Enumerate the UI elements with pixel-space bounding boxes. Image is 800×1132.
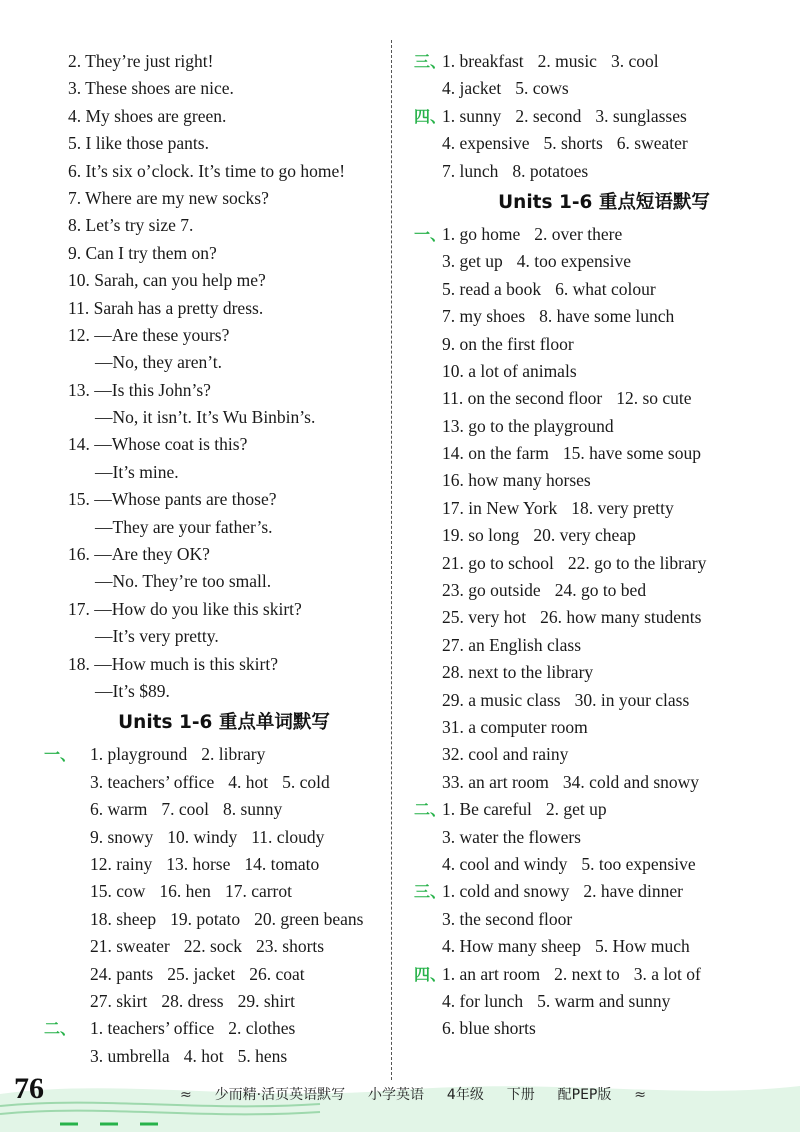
answer-item: 11. on the second floor: [442, 388, 603, 409]
section-number-mark: 四、: [414, 106, 447, 126]
answer-item: 28. dress: [161, 990, 224, 1011]
sentence-answer: 6. It’s six o’clock. It’s time to go home!: [68, 160, 346, 181]
answer-item: 3. water the flowers: [442, 826, 581, 847]
answer-item: 23. go outside: [442, 580, 541, 601]
answer-row: [414, 961, 794, 988]
answer-item: 1. an art room: [442, 963, 541, 984]
answer-item: 13. go to the playground: [442, 415, 614, 436]
answer-item: 3. umbrella: [90, 1045, 170, 1066]
answer-item: 5. shorts: [543, 133, 603, 154]
answer-item: 1. breakfast: [442, 51, 524, 71]
answer-row: [414, 130, 794, 157]
answer-row: [414, 248, 794, 275]
answer-row: [414, 796, 794, 823]
sentence-answer: 14. —Whose coat is this?: [68, 434, 248, 455]
answer-row: [414, 741, 794, 768]
answer-item: 5. How much: [595, 936, 690, 957]
section-number-mark: 一、: [44, 745, 77, 765]
answer-item: 29. shirt: [237, 990, 295, 1011]
answer-row: [414, 413, 794, 440]
answer-item: 2. over there: [534, 223, 623, 244]
answer-row: [68, 796, 388, 823]
footer-deco-right: ≈: [634, 1087, 647, 1103]
answer-item: 4. jacket: [442, 78, 502, 99]
answer-row: [414, 495, 794, 522]
answer-item: 4. hot: [228, 771, 269, 792]
answer-item: 28. next to the library: [442, 662, 594, 683]
footer-grade: 4年级: [446, 1087, 484, 1103]
answer-item: 5. warm and sunny: [537, 990, 671, 1011]
answer-item: 4. cool and windy: [442, 853, 568, 874]
answer-item: 22. go to the library: [567, 552, 707, 573]
answer-item: 7. cool: [161, 799, 209, 820]
answer-item: 1. sunny: [442, 105, 502, 126]
section-number-mark: 二、: [414, 800, 447, 820]
sentence-answer: 4. My shoes are green.: [68, 105, 227, 126]
answer-item: 1. playground: [90, 744, 188, 765]
answer-item: 6. sweater: [616, 133, 688, 154]
answer-item: 22. sock: [183, 936, 243, 957]
answer-item: 7. my shoes: [442, 306, 526, 327]
answer-item: 14. tomato: [244, 853, 320, 874]
left-column: [44, 48, 388, 1070]
answer-item: 8. sunny: [223, 799, 283, 820]
answer-row: [68, 906, 388, 933]
answer-item: 20. very cheap: [533, 525, 636, 546]
answer-item: 2. music: [537, 51, 597, 71]
answer-row: [414, 851, 794, 878]
answer-item: 10. a lot of animals: [442, 360, 577, 381]
sentence-answer: 7. Where are my new socks?: [68, 187, 269, 208]
sentence-reply: —No. They’re too small.: [95, 571, 272, 592]
answer-row: [68, 1043, 388, 1070]
answer-item: 2. next to: [554, 963, 620, 984]
answer-item: 26. how many students: [540, 607, 702, 628]
answer-item: 19. so long: [442, 525, 520, 546]
section-number-mark: 三、: [414, 882, 447, 902]
answer-item: 2. second: [515, 105, 582, 126]
sentence-answer: 18. —How much is this skirt?: [68, 653, 278, 674]
answer-item: 24. go to bed: [554, 580, 647, 601]
answer-row: [414, 906, 794, 933]
answer-item: 31. a computer room: [442, 716, 588, 737]
answer-item: 5. cold: [282, 771, 330, 792]
answer-row: [68, 851, 388, 878]
answer-item: 25. jacket: [167, 963, 236, 984]
answer-item: 13. horse: [166, 853, 231, 874]
answer-row: [44, 741, 388, 768]
answer-row: [414, 577, 794, 604]
answer-item: 6. what colour: [555, 278, 656, 299]
answer-item: 3. sunglasses: [595, 105, 687, 126]
answer-item: 5. cows: [515, 78, 569, 99]
answer-item: 2. library: [201, 744, 266, 765]
answer-row: [414, 158, 794, 185]
answer-row: [414, 358, 794, 385]
section-number-mark: 四、: [414, 964, 447, 984]
answer-row: [68, 878, 388, 905]
answer-item: 14. on the farm: [442, 443, 549, 464]
answer-row: [44, 1015, 388, 1042]
answer-item: 6. blue shorts: [442, 1018, 536, 1039]
answer-item: 24. pants: [90, 963, 154, 984]
answer-item: 4. expensive: [442, 133, 530, 154]
answer-item: 4. too expensive: [516, 251, 631, 272]
answer-row: [414, 878, 794, 905]
answer-item: 9. on the first floor: [442, 333, 574, 354]
sentence-reply: —It’s $89.: [95, 680, 170, 701]
answer-item: 3. cool: [610, 51, 659, 71]
footer-volume: 下册: [506, 1087, 535, 1103]
answer-item: 2. get up: [545, 799, 607, 820]
answer-item: 30. in your class: [574, 689, 690, 710]
footer-subject: 小学英语: [368, 1087, 424, 1103]
sentence-answer: 3. These shoes are nice.: [68, 78, 234, 99]
answer-item: 8. have some lunch: [539, 306, 675, 327]
sentence-reply: —No, they aren’t.: [95, 352, 223, 373]
answer-row: [414, 550, 794, 577]
answer-item: 7. lunch: [442, 160, 499, 181]
answer-row: [414, 440, 794, 467]
answer-item: 1. teachers’ office: [90, 1018, 215, 1039]
answer-row: [414, 824, 794, 851]
answer-row: [414, 933, 794, 960]
answer-item: 2. have dinner: [583, 881, 683, 902]
answer-row: [414, 467, 794, 494]
answer-row: [414, 1015, 794, 1042]
answer-item: 17. in New York: [442, 497, 558, 518]
sentence-answer: 11. Sarah has a pretty dress.: [68, 297, 264, 318]
answer-item: 17. carrot: [224, 881, 292, 902]
answer-row: [414, 769, 794, 796]
answer-item: 11. cloudy: [251, 826, 325, 847]
answer-row: [414, 48, 794, 75]
sentence-answer: 9. Can I try them on?: [68, 242, 217, 263]
answer-row: [414, 632, 794, 659]
section-number-mark: 三、: [414, 52, 447, 71]
answer-item: 10. windy: [167, 826, 238, 847]
answer-item: 3. teachers’ office: [90, 771, 215, 792]
answer-row: [414, 331, 794, 358]
answer-row: [414, 103, 794, 130]
answer-row: [68, 769, 388, 796]
answer-item: 6. warm: [90, 799, 148, 820]
answer-row: [68, 961, 388, 988]
section-heading: Units 1-6 重点单词默写: [118, 712, 330, 734]
answer-item: 3. the second floor: [442, 908, 573, 929]
answer-item: 5. read a book: [442, 278, 542, 299]
sentence-answer: 17. —How do you like this skirt?: [68, 598, 302, 619]
answer-item: 9. snowy: [90, 826, 154, 847]
sentence-reply: —It’s very pretty.: [95, 626, 219, 647]
answer-item: 34. cold and snowy: [562, 771, 700, 792]
answer-item: 12. so cute: [616, 388, 692, 409]
answer-item: 15. have some soup: [562, 443, 701, 464]
footer-edition: 配PEP版: [557, 1087, 612, 1103]
answer-item: 32. cool and rainy: [442, 744, 569, 765]
answer-item: 19. potato: [170, 908, 241, 929]
answer-item: 20. green beans: [254, 908, 364, 929]
answer-row: [68, 988, 388, 1015]
answer-item: 16. how many horses: [442, 470, 591, 491]
answer-item: 18. sheep: [90, 908, 157, 929]
footer-deco-left: ≈: [180, 1087, 192, 1103]
answer-item: 2. clothes: [228, 1018, 296, 1039]
answer-item: 27. an English class: [442, 634, 582, 655]
answer-item: 18. very pretty: [571, 497, 674, 518]
answer-item: 21. sweater: [90, 936, 170, 957]
answer-item: 5. too expensive: [581, 853, 696, 874]
sentence-answer: 2. They’re just right!: [68, 51, 214, 71]
sentence-answer: 5. I like those pants.: [68, 133, 209, 154]
answer-row: [414, 659, 794, 686]
column-divider: [391, 40, 392, 1080]
answer-item: 33. an art room: [442, 771, 549, 792]
answer-row: [414, 75, 794, 102]
answer-row: [414, 221, 794, 248]
answer-row: [414, 714, 794, 741]
answer-item: 3. get up: [442, 251, 503, 272]
answer-item: 27. skirt: [90, 990, 148, 1011]
section-number-mark: 二、: [44, 1019, 77, 1039]
answer-item: 26. coat: [249, 963, 305, 984]
section-heading: Units 1-6 重点短语默写: [498, 191, 710, 213]
sentence-answer: 13. —Is this John’s?: [68, 379, 211, 400]
right-column: [414, 48, 794, 1043]
answer-item: 15. cow: [90, 881, 146, 902]
answer-item: 16. hen: [159, 881, 211, 902]
answer-item: 5. hens: [237, 1045, 288, 1066]
sentence-answer: 10. Sarah, can you help me?: [68, 270, 266, 291]
answer-row: [414, 303, 794, 330]
section-number-mark: 一、: [414, 224, 447, 244]
answer-item: 4. hot: [183, 1045, 224, 1066]
answer-row: [68, 933, 388, 960]
sentence-reply: —No, it isn’t. It’s Wu Binbin’s.: [95, 407, 316, 428]
sentence-answer: 12. —Are these yours?: [68, 324, 230, 345]
answer-row: [414, 522, 794, 549]
footer-brand: 少而精·活页英语默写: [214, 1087, 346, 1103]
answer-row: [414, 988, 794, 1015]
answer-item: 25. very hot: [442, 607, 527, 628]
answer-row: [68, 824, 388, 851]
sentence-reply: —They are your father’s.: [95, 516, 273, 537]
page-number: 76: [14, 1072, 44, 1105]
footer-caption: [180, 1084, 646, 1104]
answer-item: 29. a music class: [442, 689, 561, 710]
answer-item: 12. rainy: [90, 853, 153, 874]
answer-item: 4. for lunch: [442, 990, 524, 1011]
answer-item: 3. a lot of: [633, 963, 701, 984]
answer-row: [414, 604, 794, 631]
answer-row: [414, 276, 794, 303]
answer-item: 1. cold and snowy: [442, 881, 570, 902]
answer-row: [414, 687, 794, 714]
answer-row: [414, 385, 794, 412]
answer-item: 8. potatoes: [512, 160, 589, 181]
answer-item: 4. How many sheep: [442, 936, 582, 957]
sentence-answer: 16. —Are they OK?: [68, 544, 210, 565]
answer-item: 1. Be careful: [442, 799, 532, 820]
sentence-reply: —It’s mine.: [95, 461, 179, 482]
answer-item: 21. go to school: [442, 552, 554, 573]
answer-item: 23. shorts: [256, 936, 325, 957]
sentence-answer: 15. —Whose pants are those?: [68, 489, 277, 510]
answer-item: 1. go home: [442, 223, 521, 244]
sentence-answer: 8. Let’s try size 7.: [68, 215, 194, 236]
